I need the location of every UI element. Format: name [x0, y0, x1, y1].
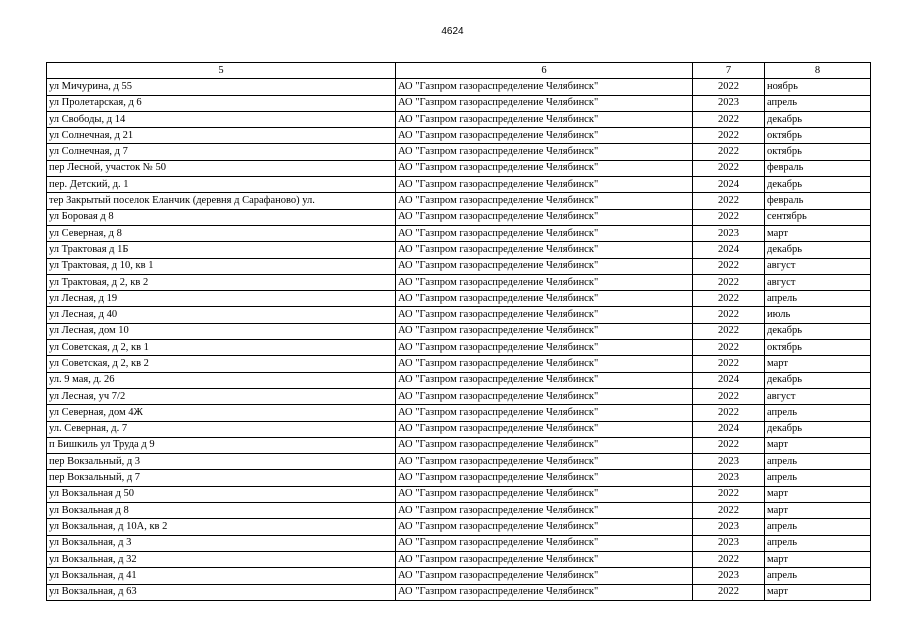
address-cell: ул Лесная, д 40 — [47, 307, 396, 323]
table-row — [47, 323, 871, 339]
table-row — [47, 209, 871, 225]
year-cell: 2024 — [693, 242, 765, 258]
organization-cell: АО "Газпром газораспределение Челябинск" — [396, 274, 693, 290]
organization-cell: АО "Газпром газораспределение Челябинск" — [396, 209, 693, 225]
table-row — [47, 421, 871, 437]
organization-cell: АО "Газпром газораспределение Челябинск" — [396, 79, 693, 95]
column-header-5: 5 — [47, 63, 396, 79]
month-cell: апрель — [765, 454, 871, 470]
table-row — [47, 584, 871, 600]
table-row — [47, 486, 871, 502]
table-row — [47, 193, 871, 209]
month-cell: июль — [765, 307, 871, 323]
address-cell: ул Лесная, дом 10 — [47, 323, 396, 339]
month-cell: апрель — [765, 405, 871, 421]
address-cell: ул Вокзальная д 50 — [47, 486, 396, 502]
address-cell: ул Вокзальная, д 10А, кв 2 — [47, 519, 396, 535]
table-row — [47, 503, 871, 519]
address-cell: пер Вокзальный, д 7 — [47, 470, 396, 486]
organization-cell: АО "Газпром газораспределение Челябинск" — [396, 388, 693, 404]
address-cell: ул. 9 мая, д. 26 — [47, 372, 396, 388]
organization-cell: АО "Газпром газораспределение Челябинск" — [396, 340, 693, 356]
table-row — [47, 372, 871, 388]
year-cell: 2022 — [693, 584, 765, 600]
organization-cell: АО "Газпром газораспределение Челябинск" — [396, 242, 693, 258]
table-row — [47, 340, 871, 356]
column-header-6: 6 — [396, 63, 693, 79]
month-cell: март — [765, 584, 871, 600]
year-cell: 2022 — [693, 323, 765, 339]
table-row — [47, 160, 871, 176]
year-cell: 2023 — [693, 568, 765, 584]
address-cell: ул. Северная, д. 7 — [47, 421, 396, 437]
organization-cell: АО "Газпром газораспределение Челябинск" — [396, 372, 693, 388]
year-cell: 2023 — [693, 535, 765, 551]
year-cell: 2022 — [693, 388, 765, 404]
table-row — [47, 128, 871, 144]
organization-cell: АО "Газпром газораспределение Челябинск" — [396, 323, 693, 339]
year-cell: 2022 — [693, 356, 765, 372]
table-row — [47, 274, 871, 290]
table-row — [47, 79, 871, 95]
month-cell: декабрь — [765, 111, 871, 127]
year-cell: 2023 — [693, 519, 765, 535]
year-cell: 2022 — [693, 111, 765, 127]
month-cell: август — [765, 258, 871, 274]
year-cell: 2022 — [693, 340, 765, 356]
year-cell: 2022 — [693, 128, 765, 144]
year-cell: 2022 — [693, 437, 765, 453]
table-row — [47, 551, 871, 567]
table-row — [47, 470, 871, 486]
address-cell: ул Солнечная, д 21 — [47, 128, 396, 144]
organization-cell: АО "Газпром газораспределение Челябинск" — [396, 356, 693, 372]
data-table — [46, 62, 871, 601]
organization-cell: АО "Газпром газораспределение Челябинск" — [396, 486, 693, 502]
table-row — [47, 177, 871, 193]
year-cell: 2022 — [693, 193, 765, 209]
year-cell: 2023 — [693, 225, 765, 241]
address-cell: ул Советская, д 2, кв 2 — [47, 356, 396, 372]
month-cell: октябрь — [765, 144, 871, 160]
year-cell: 2022 — [693, 144, 765, 160]
month-cell: март — [765, 356, 871, 372]
address-cell: ул Вокзальная, д 3 — [47, 535, 396, 551]
table-row — [47, 454, 871, 470]
table-row — [47, 437, 871, 453]
address-cell: ул Вокзальная, д 32 — [47, 551, 396, 567]
month-cell: февраль — [765, 160, 871, 176]
month-cell: сентябрь — [765, 209, 871, 225]
year-cell: 2024 — [693, 421, 765, 437]
address-cell: ул Мичурина, д 55 — [47, 79, 396, 95]
table-row — [47, 405, 871, 421]
month-cell: март — [765, 225, 871, 241]
table-row — [47, 307, 871, 323]
year-cell: 2024 — [693, 177, 765, 193]
organization-cell: АО "Газпром газораспределение Челябинск" — [396, 421, 693, 437]
year-cell: 2022 — [693, 503, 765, 519]
address-cell: пер. Детский, д. 1 — [47, 177, 396, 193]
organization-cell: АО "Газпром газораспределение Челябинск" — [396, 503, 693, 519]
address-cell: ул Трактовая, д 10, кв 1 — [47, 258, 396, 274]
address-cell: ул Северная, д 8 — [47, 225, 396, 241]
address-cell: ул Лесная, уч 7/2 — [47, 388, 396, 404]
address-cell: ул Советская, д 2, кв 1 — [47, 340, 396, 356]
address-cell: ул Пролетарская, д 6 — [47, 95, 396, 111]
month-cell: декабрь — [765, 421, 871, 437]
year-cell: 2022 — [693, 486, 765, 502]
year-cell: 2022 — [693, 160, 765, 176]
year-cell: 2022 — [693, 291, 765, 307]
address-cell: тер Закрытый поселок Еланчик (деревня д Сарафаново) ул. — [47, 193, 396, 209]
table-row — [47, 356, 871, 372]
month-cell: апрель — [765, 568, 871, 584]
organization-cell: АО "Газпром газораспределение Челябинск" — [396, 177, 693, 193]
column-header-7: 7 — [693, 63, 765, 79]
year-cell: 2022 — [693, 274, 765, 290]
table-body — [47, 79, 871, 601]
month-cell: февраль — [765, 193, 871, 209]
page-number: 4624 — [441, 26, 464, 37]
year-cell: 2022 — [693, 79, 765, 95]
address-cell: пер Вокзальный, д 3 — [47, 454, 396, 470]
year-cell: 2023 — [693, 470, 765, 486]
month-cell: март — [765, 551, 871, 567]
table-header-row — [47, 63, 871, 79]
organization-cell: АО "Газпром газораспределение Челябинск" — [396, 437, 693, 453]
table-row — [47, 535, 871, 551]
month-cell: апрель — [765, 470, 871, 486]
month-cell: август — [765, 388, 871, 404]
organization-cell: АО "Газпром газораспределение Челябинск" — [396, 307, 693, 323]
month-cell: ноябрь — [765, 79, 871, 95]
month-cell: август — [765, 274, 871, 290]
organization-cell: АО "Газпром газораспределение Челябинск" — [396, 470, 693, 486]
year-cell: 2023 — [693, 454, 765, 470]
month-cell: апрель — [765, 519, 871, 535]
organization-cell: АО "Газпром газораспределение Челябинск" — [396, 111, 693, 127]
month-cell: декабрь — [765, 372, 871, 388]
address-cell: ул Свободы, д 14 — [47, 111, 396, 127]
organization-cell: АО "Газпром газораспределение Челябинск" — [396, 454, 693, 470]
address-cell: ул Вокзальная, д 63 — [47, 584, 396, 600]
organization-cell: АО "Газпром газораспределение Челябинск" — [396, 258, 693, 274]
table-row — [47, 242, 871, 258]
organization-cell: АО "Газпром газораспределение Челябинск" — [396, 535, 693, 551]
table-row — [47, 388, 871, 404]
month-cell: март — [765, 437, 871, 453]
address-cell: ул Лесная, д 19 — [47, 291, 396, 307]
organization-cell: АО "Газпром газораспределение Челябинск" — [396, 405, 693, 421]
month-cell: декабрь — [765, 242, 871, 258]
table-row — [47, 95, 871, 111]
month-cell: декабрь — [765, 323, 871, 339]
table-row — [47, 225, 871, 241]
organization-cell: АО "Газпром газораспределение Челябинск" — [396, 519, 693, 535]
organization-cell: АО "Газпром газораспределение Челябинск" — [396, 551, 693, 567]
month-cell: апрель — [765, 291, 871, 307]
year-cell: 2024 — [693, 372, 765, 388]
year-cell: 2023 — [693, 95, 765, 111]
table-row — [47, 568, 871, 584]
month-cell: декабрь — [765, 177, 871, 193]
address-cell: ул Северная, дом 4Ж — [47, 405, 396, 421]
address-cell: ул Вокзальная д 8 — [47, 503, 396, 519]
address-cell: пер Лесной, участок № 50 — [47, 160, 396, 176]
year-cell: 2022 — [693, 405, 765, 421]
address-cell: ул Вокзальная, д 41 — [47, 568, 396, 584]
address-cell: ул Трактовая, д 2, кв 2 — [47, 274, 396, 290]
month-cell: апрель — [765, 95, 871, 111]
address-cell: ул Боровая д 8 — [47, 209, 396, 225]
year-cell: 2022 — [693, 209, 765, 225]
organization-cell: АО "Газпром газораспределение Челябинск" — [396, 193, 693, 209]
column-header-8: 8 — [765, 63, 871, 79]
organization-cell: АО "Газпром газораспределение Челябинск" — [396, 568, 693, 584]
address-cell: ул Трактовая д 1Б — [47, 242, 396, 258]
address-cell: ул Солнечная, д 7 — [47, 144, 396, 160]
month-cell: март — [765, 486, 871, 502]
organization-cell: АО "Газпром газораспределение Челябинск" — [396, 291, 693, 307]
organization-cell: АО "Газпром газораспределение Челябинск" — [396, 128, 693, 144]
organization-cell: АО "Газпром газораспределение Челябинск" — [396, 144, 693, 160]
month-cell: октябрь — [765, 340, 871, 356]
table-row — [47, 111, 871, 127]
month-cell: апрель — [765, 535, 871, 551]
organization-cell: АО "Газпром газораспределение Челябинск" — [396, 225, 693, 241]
month-cell: март — [765, 503, 871, 519]
organization-cell: АО "Газпром газораспределение Челябинск" — [396, 160, 693, 176]
year-cell: 2022 — [693, 307, 765, 323]
organization-cell: АО "Газпром газораспределение Челябинск" — [396, 584, 693, 600]
organization-cell: АО "Газпром газораспределение Челябинск" — [396, 95, 693, 111]
table-row — [47, 258, 871, 274]
table-row — [47, 291, 871, 307]
year-cell: 2022 — [693, 258, 765, 274]
address-cell: п Бишкиль ул Труда д 9 — [47, 437, 396, 453]
table-row — [47, 144, 871, 160]
month-cell: октябрь — [765, 128, 871, 144]
year-cell: 2022 — [693, 551, 765, 567]
table-row — [47, 519, 871, 535]
